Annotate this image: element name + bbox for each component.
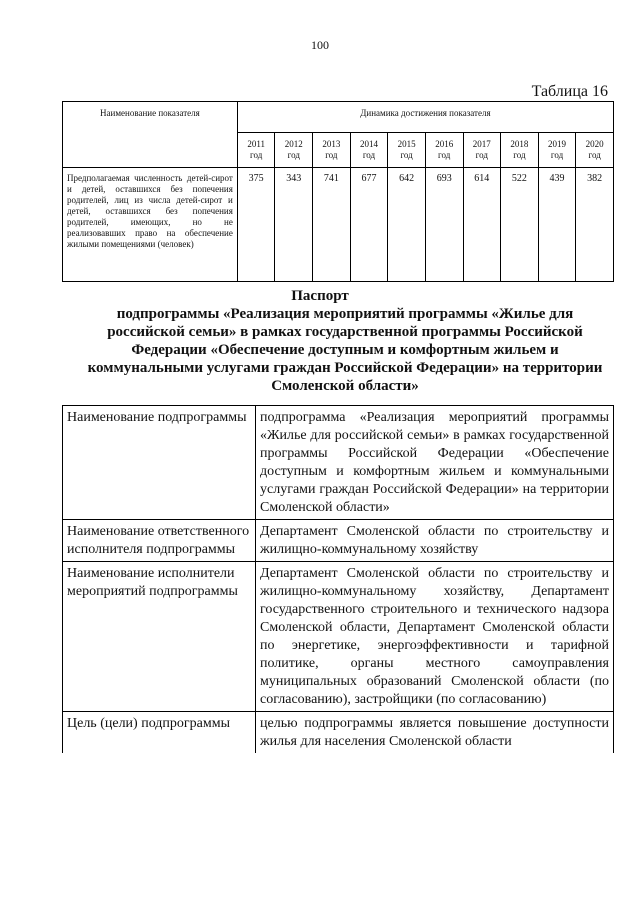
year-unit: год (438, 150, 451, 160)
year-header (350, 133, 388, 168)
passport-label: Цель (цели) подпрограммы (63, 712, 256, 754)
year-header (501, 133, 539, 168)
year-label: 2012 (284, 139, 303, 149)
passport-row-responsible (63, 520, 614, 562)
year-unit: год (475, 150, 488, 160)
indicator-value-cell: 522 (501, 168, 539, 282)
dynamics-header: Динамика достижения показателя (237, 102, 613, 133)
year-label: 2017 (472, 139, 491, 149)
passport-title: Паспорт (291, 288, 349, 304)
indicator-table (62, 101, 614, 282)
year-header (313, 133, 351, 168)
indicator-value-cell: 642 (388, 168, 426, 282)
year-unit: год (250, 150, 263, 160)
year-label: 2020 (585, 139, 604, 149)
year-header (463, 133, 501, 168)
year-header (576, 133, 614, 168)
year-unit: год (513, 150, 526, 160)
year-header (237, 133, 275, 168)
year-unit: год (362, 150, 376, 160)
indicator-value-cell: 382 (576, 168, 614, 282)
indicator-value-cell: 741 (313, 168, 351, 282)
passport-value: Департамент Смоленской области по строительству и жилищно-коммунальному хозяйству, Департамент государственного строительного и технического надзора Смоленской области, Департамент Смоленской области по энергетике, энергоэффективности и тарифной политике, органы местного самоуправления муниципальных образований Смоленской области (по согласованию), застройщики (по согласованию) (256, 562, 614, 712)
year-unit: год (287, 150, 300, 160)
passport-label: Наименование ответственного исполнителя подпрограммы (63, 520, 256, 562)
year-label: 2015 (397, 139, 416, 149)
passport-row-goal (63, 712, 614, 754)
indicator-value-cell: 677 (350, 168, 388, 282)
indicator-row (63, 168, 614, 282)
year-unit: год (550, 150, 564, 160)
passport-value: целью подпрограммы является повышение доступности жилья для населения Смоленской области (256, 712, 614, 754)
year-header (388, 133, 426, 168)
year-label: 2013 (322, 139, 341, 149)
year-label: 2018 (510, 139, 529, 149)
passport-subtitle: подпрограммы «Реализация мероприятий программы «Жилье для российской семьи» в рамках государственной программы Российской Федерации «Обеспечение доступным и комфортным жильем и коммунальными услугами граждан Российской Федерации» на территории Смоленской области» (87, 306, 603, 394)
indicator-name-cell: Предполагаемая численность детей-сирот и детей, оставшихся без попечения родителей, лиц из числа детей-сирот и детей, оставшихся без попечения родителей, имеющих, но не реализовавших право на обеспечение жилыми помещениями (человек) (63, 168, 238, 282)
passport-row-name (63, 406, 614, 520)
year-unit: год (588, 150, 601, 160)
passport-label: Наименование подпрограммы (63, 406, 256, 520)
year-header (538, 133, 576, 168)
year-label: 2019 (548, 139, 567, 149)
indicator-value-cell: 375 (237, 168, 275, 282)
passport-value: подпрограмма «Реализация мероприятий программы «Жилье для российской семьи» в рамках государственной программы Российской Федерации «Обеспечение доступным и комфортным жильем и коммунальными услугами граждан Российской Федерации» на территории Смоленской области» (256, 406, 614, 520)
page-number: 100 (311, 38, 329, 52)
passport-label: Наименование исполнители мероприятий подпрограммы (63, 562, 256, 712)
indicator-name-header: Наименование показателя (63, 102, 238, 168)
indicator-value-cell: 614 (463, 168, 501, 282)
indicator-value-cell: 693 (425, 168, 463, 282)
year-header (275, 133, 313, 168)
year-unit: год (400, 150, 413, 160)
indicator-value-cell: 439 (538, 168, 576, 282)
passport-value: Департамент Смоленской области по строительству и жилищно-коммунальному хозяйству (256, 520, 614, 562)
year-label: 2011 (247, 139, 265, 149)
year-label: 2016 (435, 139, 454, 149)
year-label: 2014 (359, 139, 378, 149)
indicator-table-header-row (63, 102, 614, 133)
indicator-value-cell: 343 (275, 168, 313, 282)
passport-row-executors (63, 562, 614, 712)
passport-table (62, 405, 614, 753)
year-unit: год (325, 150, 338, 160)
table-caption: Таблица 16 (531, 83, 608, 100)
year-header (425, 133, 463, 168)
